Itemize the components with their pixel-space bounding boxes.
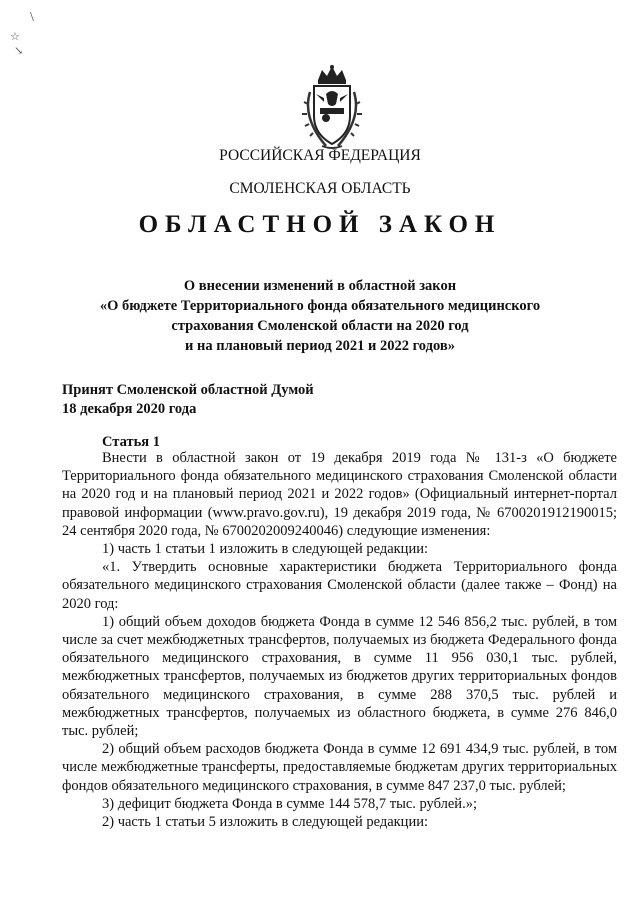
sub-item: 2) общий объем расходов бюджета Фонда в сумме 12 691 434,9 тыс. рублей, в том числе межбюджетные трансферты, предоставляемые бюджетам других территориальных фондов обязательного медицинского страхования, в сумме 847 237,0 тыс. рублей; [62,741,617,794]
scan-mark: ↘ [14,45,24,57]
federation-heading: РОССИЙСКАЯ ФЕДЕРАЦИЯ [219,147,421,164]
law-subject [0,276,640,356]
quoted-text: «1. Утвердить основные характеристики бюджета Территориального фонда обязательного медицинского страхования Смоленской области (далее также – Фонд) на 2020 год: [62,559,617,612]
adoption-date: 18 декабря 2020 года [62,401,197,417]
subject-line: О внесении изменений в областной закон [183,278,457,294]
scan-mark: ☆ [10,31,20,43]
adoption-block [62,381,314,419]
scan-mark: \ [30,10,34,25]
article-title: Статья 1 [102,434,160,450]
document-type-title: ОБЛАСТНОЙ ЗАКОН [138,211,502,238]
adoption-body: Принят Смоленской областной Думой [62,382,314,398]
region-heading: СМОЛЕНСКАЯ ОБЛАСТЬ [229,180,411,197]
amendment-item: 2) часть 1 статьи 5 изложить в следующей редакции: [102,814,428,831]
coat-of-arms-emblem [296,64,368,150]
article-intro: Внести в областной закон от 19 декабря 2019 года № 131-з «О бюджете Территориального фонда обязательного медицинского страхования Смоленской области на 2020 год и на плановый период 2021 и 2022 годов» (Официальный интернет-портал правовой информации (www.pravo.gov.ru), 19 декабря 2019 года, № 6700201912190015; 24 сентября 2020 года, № 6700202009240046) следующие изменения: [62,450,617,539]
sub-item: 1) общий объем доходов бюджета Фонда в сумме 12 546 856,2 тыс. рублей, в том числе за счет межбюджетных трансфертов, получаемых из бюджета Федерального фонда обязательного медицинского страхования, в сумме 11 956 030,1 тыс. рублей, межбюджетных трансфертов, получаемых из бюджетов других территориальных фондов обязательного медицинского страхования, в сумме 288 370,5 тыс. рублей и межбюджетных трансфертов, получаемых из областного бюджета, в сумме 276 846,0 тыс. рублей; [62,613,617,740]
article-body [62,449,617,831]
subject-line: «О бюджете Территориального фонда обязательного медицинского [99,298,541,314]
subject-line: и на плановый период 2021 и 2022 годов» [185,338,455,354]
sub-item: 3) дефицит бюджета Фонда в сумме 144 578,7 тыс. рублей.»; [102,795,477,812]
subject-line: страхования Смоленской области на 2020 год [171,318,469,334]
amendment-item: 1) часть 1 статьи 1 изложить в следующей редакции: [102,541,428,558]
